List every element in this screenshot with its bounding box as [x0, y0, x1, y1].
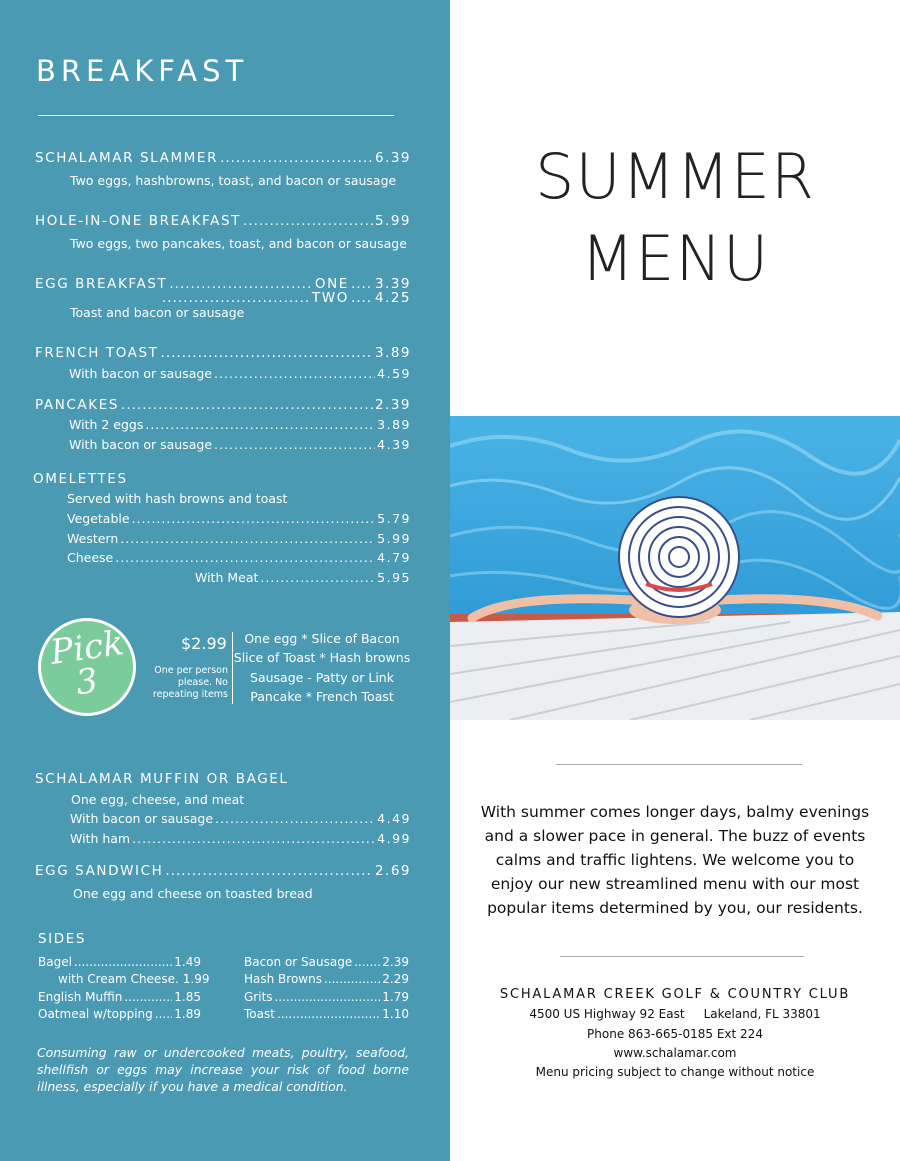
menu-subitem: With bacon or sausage ..... 4.39: [69, 437, 411, 452]
club-website: www.schalamar.com: [613, 1046, 737, 1060]
menu-item-egg-breakfast: EGG BREAKFAST ..... ONE ..... 3.39: [35, 276, 411, 292]
leader-dots: [214, 437, 375, 452]
sides-heading: SIDES: [38, 931, 87, 947]
leader-dots: [165, 863, 373, 879]
menu-item-desc: Toast and bacon or sausage: [70, 305, 245, 320]
menu-subitem: With ham ..... 4.99: [70, 831, 411, 846]
menu-item-desc: Two eggs, hashbrowns, toast, and bacon or sausage: [70, 173, 397, 188]
menu-item-desc: Served with hash browns and toast: [67, 491, 288, 506]
pick-3-price: $2.99: [181, 634, 227, 653]
menu-subitem: With bacon or sausage ..... 4.59: [69, 366, 411, 381]
menu-subitem: Western ..... 5.99: [67, 531, 411, 546]
leader-dots: [351, 290, 373, 306]
pick-3-option: Sausage - Patty or Link: [250, 670, 394, 685]
menu-item-omelettes: OMELETTES: [33, 471, 128, 487]
pool-photo: [450, 416, 900, 720]
menu-subitem: With Meat ..... 5.95: [195, 570, 411, 585]
title-menu: MENU: [580, 222, 770, 295]
menu-subitem: With 2 eggs ..... 3.89: [69, 417, 411, 432]
menu-item-desc: Two eggs, two pancakes, toast, and bacon or sausage: [70, 236, 407, 251]
leader-dots: [121, 397, 373, 413]
food-safety-warning: Consuming raw or undercooked meats, poultry, seafood, shellfish or eggs may increase your risk of food borne illness, especially if you have a medical condition.: [37, 1045, 409, 1094]
menu-item-egg-sandwich: EGG SANDWICH ..... 2.69: [35, 863, 411, 879]
pick-3-option: One egg * Slice of Bacon: [244, 631, 400, 646]
menu-item-desc: One egg and cheese on toasted bread: [73, 886, 313, 901]
side-item: Oatmeal w/topping ..... 1.89: [38, 1007, 201, 1021]
leader-dots: [120, 531, 375, 546]
intro-paragraph: With summer comes longer days, balmy evenings and a slower pace in general. The buzz of events calms and traffic lightens. We welcome you to enjoy our new streamlined menu with our most popular items determined by you, our residents.: [480, 803, 870, 917]
side-item: Hash Browns ..... 2.29: [244, 972, 409, 986]
leader-dots: [215, 811, 375, 826]
leader-dots: [243, 213, 373, 229]
menu-item-french-toast: FRENCH TOAST ..... 3.89: [35, 345, 411, 361]
club-name: SCHALAMAR CREEK GOLF & COUNTRY CLUB: [499, 987, 851, 1002]
menu-item-hole-in-one: HOLE-IN-ONE BREAKFAST ..... 5.99: [35, 213, 411, 229]
pick-3-option: Slice of Toast * Hash browns: [233, 650, 411, 665]
divider-bottom: [560, 956, 804, 957]
leader-dots: [214, 366, 375, 381]
pick-3-option: Pancake * French Toast: [250, 689, 394, 704]
heading-divider: [38, 115, 394, 116]
title-summer: SUMMER: [535, 140, 815, 213]
breakfast-heading: BREAKFAST: [36, 54, 249, 88]
side-item: Bagel ..... 1.49: [38, 955, 201, 969]
menu-subitem: Vegetable ..... 5.79: [67, 511, 411, 526]
menu-subitem: Cheese ..... 4.79: [67, 550, 411, 565]
menu-item-muffin-bagel: SCHALAMAR MUFFIN OR BAGEL: [35, 771, 289, 787]
menu-item-slammer: SCHALAMAR SLAMMER ..... 6.39: [35, 150, 411, 166]
leader-dots: [162, 290, 310, 306]
side-item: with Cream Cheese. 1.99: [58, 972, 210, 986]
divider-top: [556, 764, 802, 765]
menu-item-desc: One egg, cheese, and meat: [71, 792, 245, 807]
leader-dots: [220, 150, 373, 166]
side-item: Grits ..... 1.79: [244, 990, 409, 1004]
leader-dots: [145, 417, 375, 432]
leader-dots: [132, 831, 375, 846]
leader-dots: [132, 511, 376, 526]
side-item: English Muffin ..... 1.85: [38, 990, 201, 1004]
side-item: Bacon or Sausage ..... 2.39: [244, 955, 409, 969]
pick-3-badge: Pick 3: [38, 618, 136, 716]
club-address: 4500 US Highway 92 East Lakeland, FL 33801: [529, 1007, 821, 1021]
club-phone: Phone 863-665-0185 Ext 224: [587, 1027, 763, 1041]
pricing-disclaimer: Menu pricing subject to change without notice: [535, 1065, 815, 1079]
pick-3-note: One per person please. No repeating items: [152, 665, 228, 700]
menu-subitem: With bacon or sausage ..... 4.49: [70, 811, 411, 826]
menu-item-pancakes: PANCAKES ..... 2.39: [35, 397, 411, 413]
leader-dots: [260, 570, 375, 585]
pool-illustration: [450, 416, 900, 720]
side-item: Toast ..... 1.10: [244, 1007, 409, 1021]
leader-dots: [161, 345, 373, 361]
leader-dots: [115, 550, 375, 565]
menu-item-egg-breakfast-two: ..... TWO ..... 4.25: [160, 290, 411, 306]
